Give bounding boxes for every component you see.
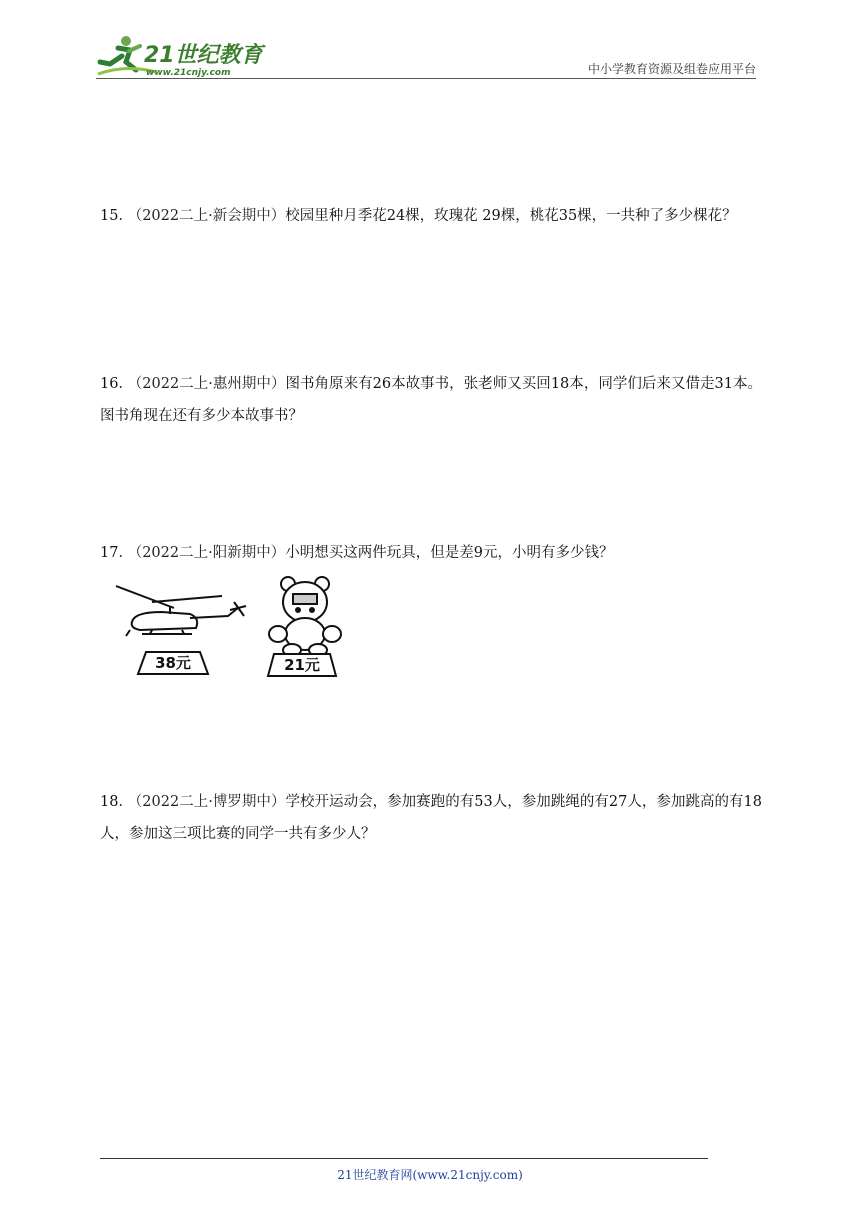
logo-url: www.21cnjy.com xyxy=(146,68,231,78)
question-17 xyxy=(100,537,762,569)
question-18 xyxy=(100,786,762,850)
question-number: 18． xyxy=(100,794,133,810)
question-text: 校园里种月季花24棵，玫瑰花 29棵，桃花35棵，一共种了多少棵花？ xyxy=(285,208,737,224)
question-text: 学校开运动会，参加赛跑的有53人，参加跳绳的有27人，参加跳高的有18人，参加这三项比赛的同学一共有多少人？ xyxy=(100,794,762,842)
footer-link[interactable]: 21世纪教育网(www.21cnjy.com) xyxy=(337,1168,523,1182)
question-15 xyxy=(100,200,762,232)
site-logo[interactable] xyxy=(96,34,266,80)
page-header xyxy=(0,0,860,80)
teddy-bear-icon xyxy=(269,577,341,656)
question-number: 17． xyxy=(100,545,133,561)
helicopter-price-tag xyxy=(138,652,208,674)
question-number: 16． xyxy=(100,376,133,392)
question-source: （2022二上·博罗期中） xyxy=(135,794,286,810)
platform-title: 中小学教育资源及组卷应用平台 xyxy=(587,62,756,76)
toys-figure xyxy=(112,572,352,684)
question-text: 图书角原来有26本故事书，张老师又买回18本，同学们后来又借走31本。图书角现在还有多少本故事书？ xyxy=(100,376,762,424)
question-source: （2022二上·惠州期中） xyxy=(135,376,286,392)
question-source: （2022二上·新会期中） xyxy=(134,208,286,224)
helicopter-icon xyxy=(116,586,246,636)
teddy-bear-price: 21元 xyxy=(284,656,320,674)
footer-divider xyxy=(100,1158,708,1159)
logo-text: 21世纪教育 xyxy=(144,43,263,68)
header-divider xyxy=(96,78,756,79)
question-text: 小明想买这两件玩具，但是差9元，小明有多少钱？ xyxy=(285,545,614,561)
question-16 xyxy=(100,368,762,432)
question-source: （2022二上·阳新期中） xyxy=(134,545,286,561)
teddy-bear-price-tag xyxy=(268,654,336,676)
helicopter-price: 38元 xyxy=(155,654,191,672)
question-number: 15． xyxy=(100,208,133,224)
